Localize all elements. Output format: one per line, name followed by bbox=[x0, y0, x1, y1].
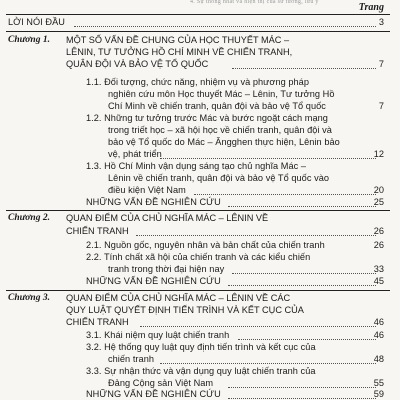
top-rule bbox=[6, 14, 390, 15]
section-line: Lênin về chiến tranh, quân đội và bảo vệ Tổ quốc vào bbox=[108, 173, 330, 183]
leader-dots bbox=[228, 285, 376, 286]
leader-dots bbox=[232, 68, 376, 69]
section-line: Đảng Cộng sản Việt Nam bbox=[108, 378, 214, 388]
chapter-title-line: LÊNIN, TƯ TƯỞNG HỒ CHÍ MINH VỀ CHIẾN TRANH, bbox=[66, 47, 293, 57]
chapter-page: 7 bbox=[378, 59, 384, 69]
leader-dots bbox=[194, 194, 376, 195]
divider bbox=[6, 210, 390, 211]
leader-dots bbox=[228, 387, 376, 388]
leader-dots bbox=[232, 273, 376, 274]
section-page: 20 bbox=[373, 185, 384, 195]
chapter-page: 26 bbox=[373, 226, 384, 236]
section-page: 7 bbox=[378, 101, 384, 111]
section-page: 26 bbox=[373, 240, 384, 250]
section-page: 33 bbox=[373, 264, 384, 274]
chapter-title-line: MỘT SỐ VẤN ĐỀ CHUNG CỦA HỌC THUYẾT MÁC – bbox=[66, 35, 290, 45]
section-line: 2.2. Tính chất xã hội của chiến tranh và các kiểu chiến bbox=[86, 252, 311, 262]
chapter-title-line: QUY LUẬT QUYẾT ĐỊNH TIẾN TRÌNH VÀ KẾT CỤC CỦA bbox=[66, 305, 304, 315]
section-page: 55 bbox=[373, 378, 384, 388]
chapter-label: Chương 3. bbox=[8, 293, 50, 303]
leader-dots bbox=[140, 326, 376, 327]
section-line: Chí Minh về chiến tranh, quân đội và bảo vệ Tổ quốc bbox=[108, 101, 326, 111]
section-page: 48 bbox=[373, 354, 384, 364]
section-page: 12 bbox=[373, 149, 384, 159]
leader-dots bbox=[74, 26, 376, 27]
section-line: tranh trong thời đại hiện nay bbox=[108, 264, 225, 274]
chapter-title-line: QUAN ĐIỂM CỦA CHỦ NGHĨA MÁC – LÊNIN VỀ bbox=[66, 213, 269, 223]
research-issues-label: NHỮNG VẤN ĐỀ NGHIÊN CỨU bbox=[86, 197, 221, 207]
divider bbox=[6, 290, 390, 291]
chapter-title-line: CHIẾN TRANH bbox=[66, 317, 129, 327]
chapter-title-line: QUÂN ĐỘI VÀ BẢO VỆ TỔ QUỐC bbox=[66, 59, 209, 69]
section-line: nghiên cứu môn Học thuyết Mác – Lênin, Tư tưởng Hồ bbox=[108, 89, 335, 99]
leader-dots bbox=[136, 235, 376, 236]
section-line: 3.1. Khái niệm quy luật chiến tranh bbox=[86, 330, 230, 340]
page-column-label: Trang bbox=[358, 2, 384, 13]
divider bbox=[6, 31, 390, 32]
running-header: 4. Sự thống nhất và hiện thị của sử tưởng, lưu ý bbox=[190, 0, 319, 5]
section-line: vệ, phát triển bbox=[108, 149, 162, 159]
chapter-title-line: QUAN ĐIỂM CỦA CHỦ NGHĨA MÁC – LÊNIN VỀ CÁC bbox=[66, 293, 291, 303]
section-line: 3.3. Sự nhận thức và vận dụng quy luật chiến tranh của bbox=[86, 366, 316, 376]
section-line: 1.1. Đối tượng, chức năng, nhiệm vụ và phương pháp bbox=[86, 77, 310, 87]
leader-dots bbox=[160, 158, 376, 159]
leader-dots bbox=[238, 339, 376, 340]
preface-label: LỜI NÓI ĐẦU bbox=[8, 17, 65, 27]
research-issues-page: 45 bbox=[373, 276, 384, 286]
leader-dots bbox=[228, 206, 376, 207]
section-line: điều kiện Việt Nam bbox=[108, 185, 186, 195]
leader-dots bbox=[160, 363, 376, 364]
research-issues-label: NHỮNG VẤN ĐỀ NGHIÊN CỨU bbox=[86, 389, 221, 399]
chapter-label: Chương 1. bbox=[8, 35, 50, 45]
chapter-label: Chương 2. bbox=[8, 213, 50, 223]
section-line: trong triết học – xã hội học về chiến tranh, quân đội và bbox=[108, 125, 332, 135]
section-line: 1.3. Hồ Chí Minh vận dụng sáng tạo chủ nghĩa Mác – bbox=[86, 161, 307, 171]
research-issues-page: 59 bbox=[373, 389, 384, 399]
section-line: bảo vệ Tổ quốc do Mác – Ăngghen thực hiện, Lênin bảo bbox=[108, 137, 340, 147]
leader-dots bbox=[228, 398, 376, 399]
chapter-page: 46 bbox=[373, 317, 384, 327]
section-line: 1.2. Những tư tưởng trước Mác và bước ngoặt cách mạng bbox=[86, 113, 328, 123]
section-page: 46 bbox=[373, 330, 384, 340]
section-line: chiến tranh bbox=[108, 354, 155, 364]
research-issues-page: 25 bbox=[373, 197, 384, 207]
preface-page: 3 bbox=[378, 17, 384, 27]
chapter-title-line: CHIẾN TRANH bbox=[66, 226, 129, 236]
research-issues-label: NHỮNG VẤN ĐỀ NGHIÊN CỨU bbox=[86, 276, 221, 286]
section-line: 3.2. Hệ thống quy luật quy định tiến trình và kết cục của bbox=[86, 342, 316, 352]
section-line: 2.1. Nguồn gốc, nguyên nhân và bản chất của chiến tranh bbox=[86, 240, 325, 250]
